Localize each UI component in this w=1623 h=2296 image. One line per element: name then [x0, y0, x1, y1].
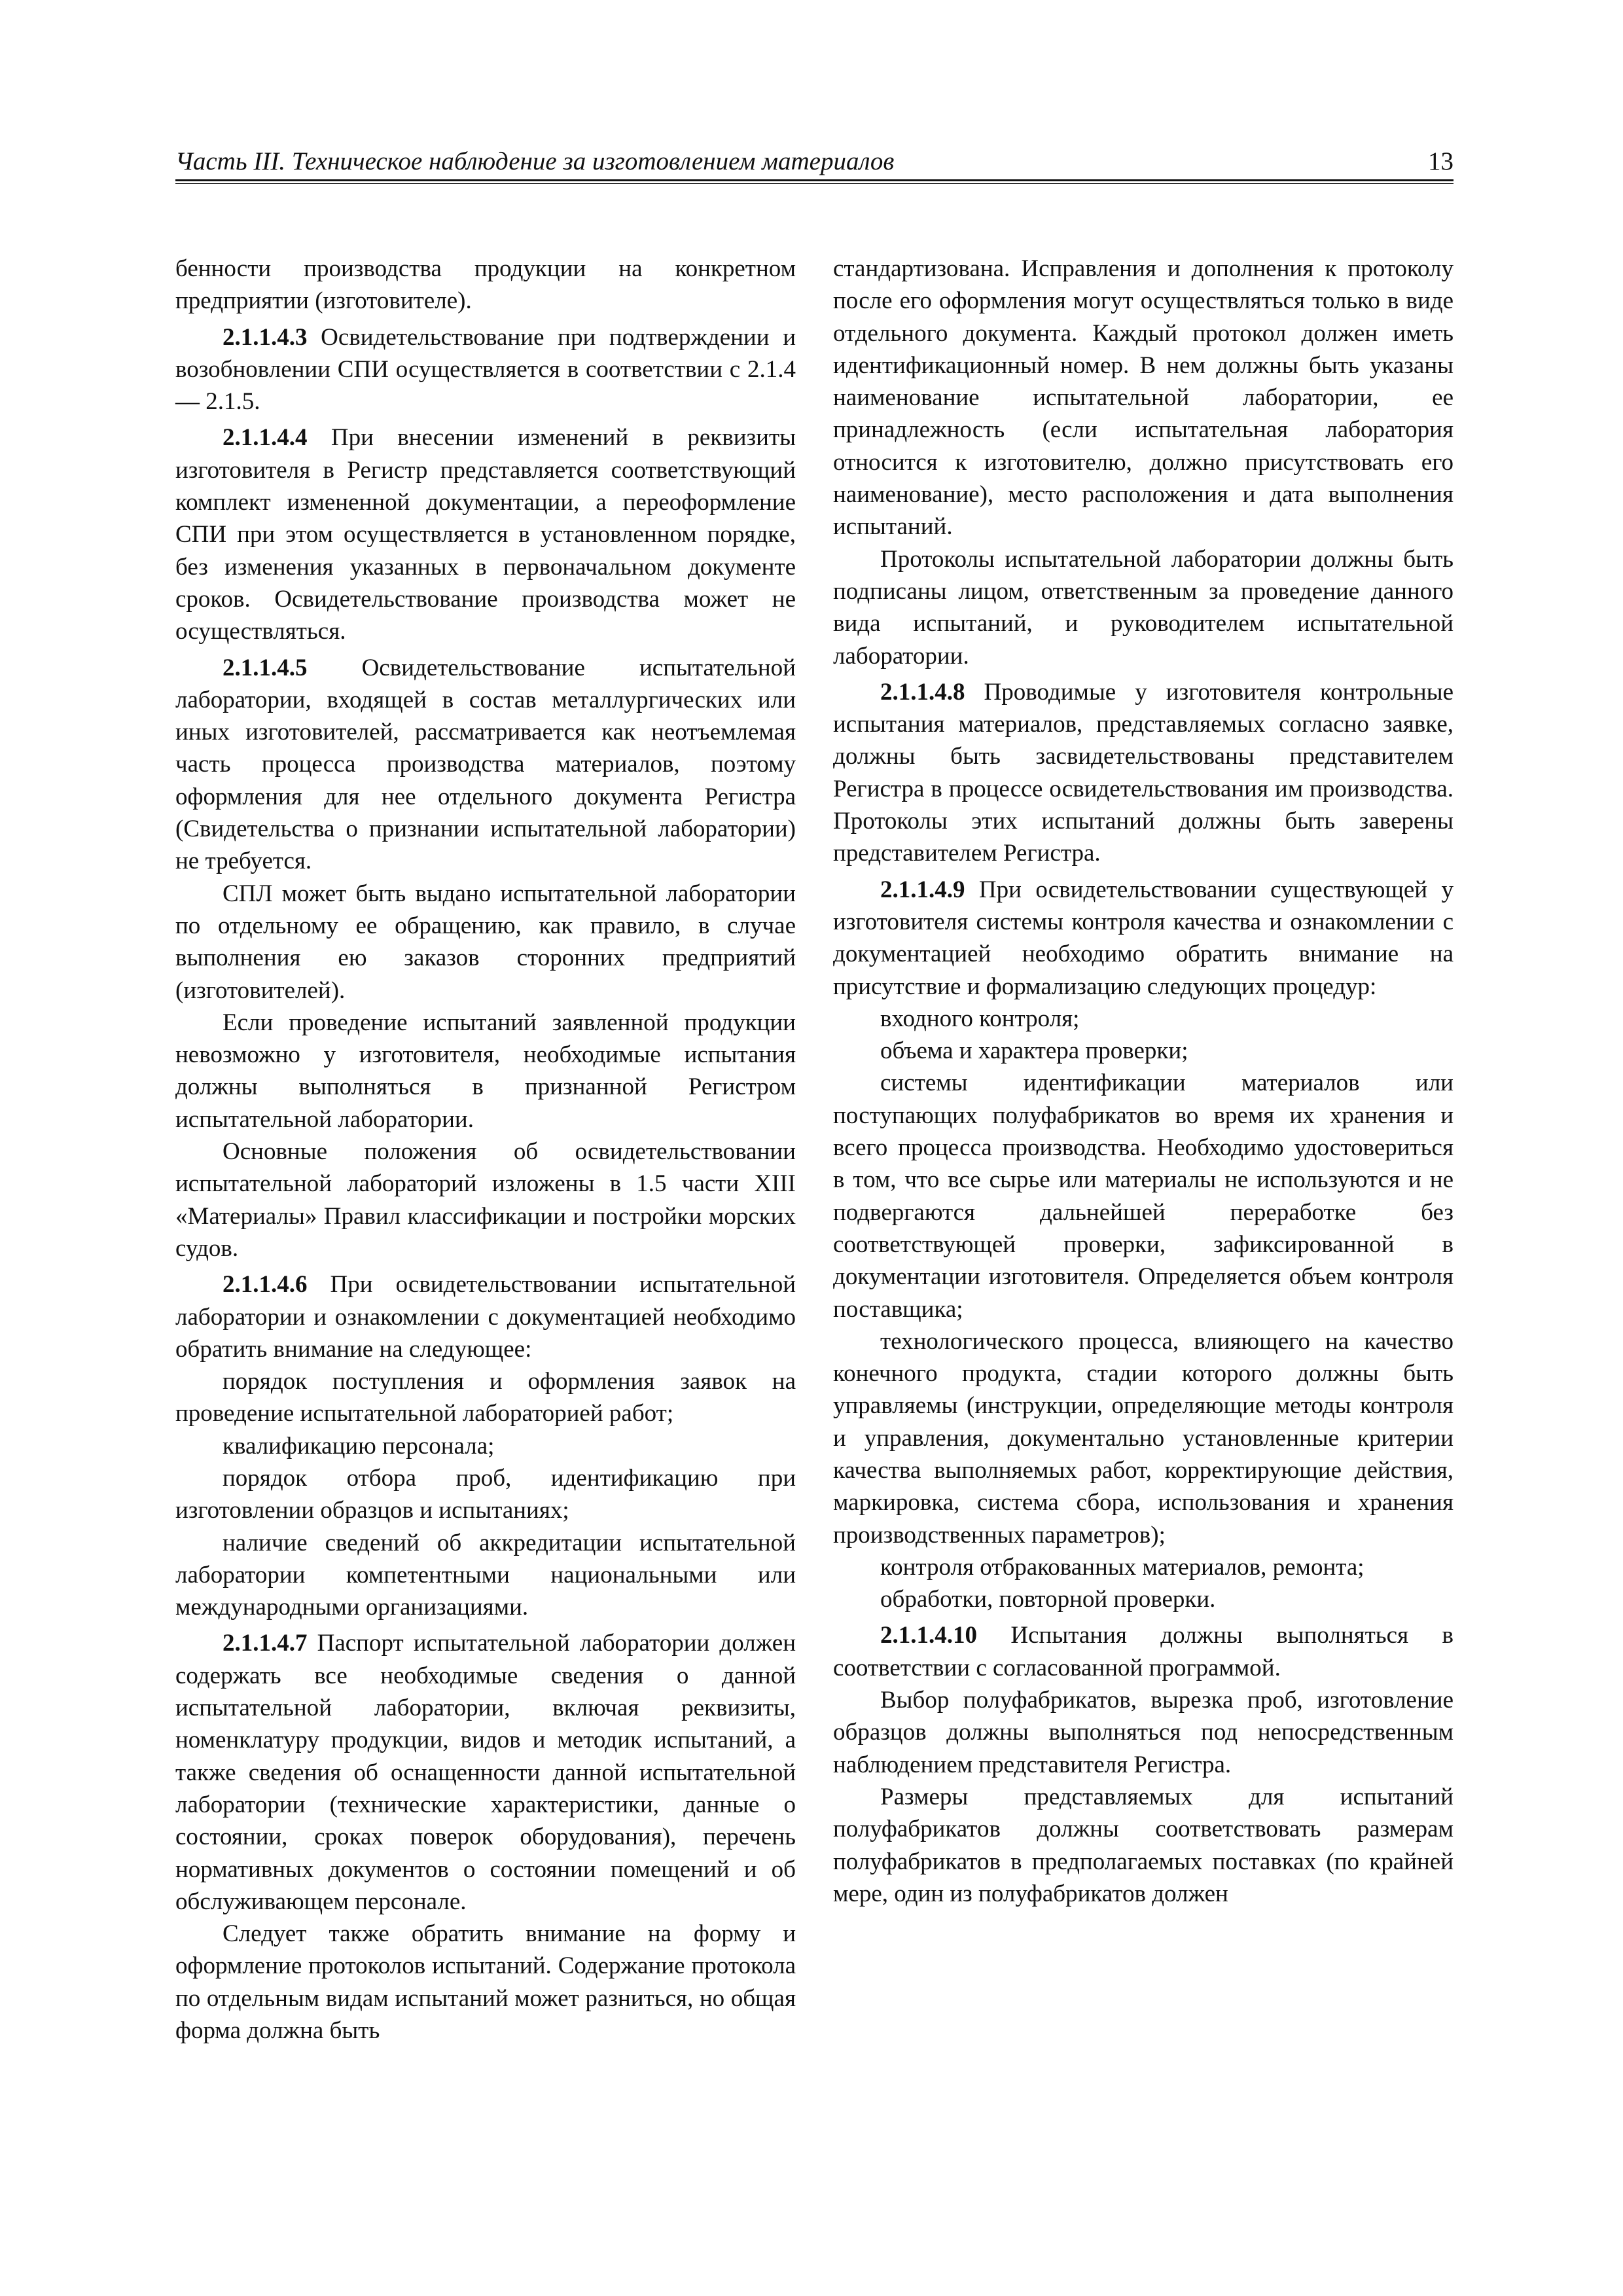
paragraph	[833, 676, 1454, 870]
paragraph	[175, 652, 796, 878]
header-title: Часть III. Техническое наблюдение за изготовлением материалов	[175, 147, 895, 175]
paragraph-text: Выбор полуфабрикатов, вырезка проб, изготовление образцов должны выполняться под непосредственным наблюдением представителя Регистра.	[833, 1687, 1454, 1778]
paragraph-text: Испытания должны выполняться в соответствии с согласованной программой.	[833, 1622, 1454, 1681]
clause-number: 2.1.1.4.8	[880, 678, 965, 706]
paragraph	[833, 1781, 1454, 1910]
paragraph	[833, 1325, 1454, 1551]
clause-number: 2.1.1.4.6	[223, 1271, 308, 1299]
paragraph	[833, 1551, 1454, 1583]
paragraph-text: При внесении изменений в реквизиты изготовителя в Регистр представляется соответствующий комплект измененной документации, а переоформление СПИ при этом осуществляется в установленном порядке, без изменения указанных в первоначальном документе сроков. Освидетельствование производства может не осуществляться.	[175, 424, 796, 645]
paragraph	[175, 1527, 796, 1624]
paragraph	[175, 1627, 796, 1918]
clause-number: 2.1.1.4.7	[223, 1630, 308, 1657]
paragraph-text: контроля отбракованных материалов, ремонта;	[880, 1553, 1364, 1581]
paragraph-text: порядок отбора проб, идентификацию при изготовлении образцов и испытаниях;	[175, 1464, 796, 1524]
paragraph-text: обработки, повторной проверки.	[880, 1586, 1216, 1613]
paragraph-text: При освидетельствовании испытательной лаборатории и ознакомлении с документацией необходимо обратить внимание на следующее:	[175, 1271, 796, 1363]
paragraph	[175, 1430, 796, 1462]
paragraph-text: Следует также обратить внимание на форму и оформление протоколов испытаний. Содержание протокола по отдельным видам испытаний может разниться, но общая форма должна быть	[175, 1920, 796, 2045]
paragraph-text: входного контроля;	[880, 1005, 1080, 1032]
paragraph-text: бенности производства продукции на конкретном предприятии (изготовителе).	[175, 255, 796, 315]
clause-number: 2.1.1.4.3	[223, 323, 308, 351]
running-header	[175, 145, 1454, 178]
paragraph	[833, 1684, 1454, 1781]
paragraph	[175, 878, 796, 1007]
paragraph-text: Если проведение испытаний заявленной продукции невозможно у изготовителя, необходимые испытания должны выполняться в признанной Регистром испытательной лаборатории.	[175, 1009, 796, 1133]
paragraph-text: Основные положения об освидетельствовании испытательной лабораторий изложены в 1.5 части XIII «Материалы» Правил классификации и постройки морских судов.	[175, 1138, 796, 1262]
paragraph	[175, 321, 796, 418]
paragraph-text: При освидетельствовании существующей у изготовителя системы контроля качества и ознакомлении с документацией необходимо обратить внимание на присутствие и формализацию следующих процедур:	[833, 876, 1454, 1000]
left-column	[175, 253, 796, 2047]
paragraph-text: квалификацию персонала;	[223, 1432, 495, 1460]
paragraph-text: Освидетельствование испытательной лаборатории, входящей в состав металлургических или иных изготовителей, рассматривается как неотъемлемая часть процесса производства материалов, поэтому оформления для нее отдельного документа Регистра (Свидетельства о признании испытательной лаборатории) не требуется.	[175, 654, 796, 875]
paragraph	[833, 543, 1454, 672]
paragraph-text: наличие сведений об аккредитации испытательной лаборатории компетентными национальными или международными организациями.	[175, 1529, 796, 1621]
paragraph-text: технологического процесса, влияющего на качество конечного продукта, стадии которого должны быть управляемы (инструкции, определяющие методы контроля и управления, документально установленные критерии качества выполняемых работ, корректирующие действия, маркировка, система сбора, использования и хранения производственных параметров);	[833, 1327, 1454, 1549]
paragraph-text: Освидетельствование при подтверждении и возобновлении СПИ осуществляется в соответствии с 2.1.4 — 2.1.5.	[175, 323, 796, 416]
paragraph-text: порядок поступления и оформления заявок на проведение испытательной лабораторией работ;	[175, 1368, 796, 1427]
header-rule	[175, 179, 1454, 184]
paragraph-text: объема и характера проверки;	[880, 1037, 1188, 1065]
paragraph-text: Проводимые у изготовителя контрольные испытания материалов, представляемых согласно заявке, должны быть засвидетельствованы представителем Регистра в процессе освидетельствования им производства. Протоколы этих испытаний должны быть заверены представителем Регистра.	[833, 678, 1454, 867]
paragraph-text: стандартизована. Исправления и дополнения к протоколу после его оформления могут осуществляться только в виде отдельного документа. Каждый протокол должен иметь идентификационный номер. В нем должны быть указаны наименование испытательной лаборатории, ее принадлежность (если испытательная лаборатория относится к изготовителю, должно присутствовать его наименование), место расположения и дата выполнения испытаний.	[833, 255, 1454, 541]
paragraph	[833, 1619, 1454, 1684]
clause-number: 2.1.1.4.5	[223, 654, 308, 681]
paragraph	[175, 253, 796, 317]
paragraph-text: Протоколы испытательной лаборатории должны быть подписаны лицом, ответственным за проведение данного вида испытаний, и руководителем испытательной лаборатории.	[833, 545, 1454, 670]
paragraph	[175, 1007, 796, 1136]
paragraph	[833, 1035, 1454, 1067]
paragraph	[175, 1462, 796, 1527]
paragraph-text: Размеры представляемых для испытаний полуфабрикатов должны соответствовать размерам полуфабрикатов в предполагаемых поставках (по крайней мере, один из полуфабрикатов должен	[833, 1783, 1454, 1907]
paragraph	[833, 253, 1454, 543]
paragraph	[833, 1067, 1454, 1325]
paragraph	[175, 1918, 796, 2047]
paragraph	[833, 1583, 1454, 1615]
paragraph-text: Паспорт испытательной лаборатории должен содержать все необходимые сведения о данной испытательной лаборатории, включая реквизиты, номенклатуру продукции, видов и методик испытаний, а также сведения об оснащенности данной испытательной лаборатории (технические характеристики, данные о состоянии, сроках поверок оборудования), перечень нормативных документов о состоянии помещений и об обслуживающем персонале.	[175, 1630, 796, 1915]
paragraph	[175, 422, 796, 647]
page-number: 13	[1428, 147, 1454, 175]
clause-number: 2.1.1.4.9	[880, 876, 965, 903]
right-column	[833, 253, 1454, 1910]
paragraph	[833, 874, 1454, 1003]
paragraph	[175, 1365, 796, 1430]
paragraph-text: системы идентификации материалов или поступающих полуфабрикатов во время их хранения и всего процесса производства. Необходимо удостовериться в том, что все сырье или материалы не используются и не подвергаются дальнейшей переработке без соответствующей проверки, зафиксированной в документации изготовителя. Определяется объем контроля поставщика;	[833, 1069, 1454, 1323]
paragraph	[175, 1268, 796, 1365]
clause-number: 2.1.1.4.4	[223, 424, 308, 452]
paragraph	[175, 1136, 796, 1265]
paragraph	[833, 1003, 1454, 1035]
clause-number: 2.1.1.4.10	[880, 1622, 977, 1649]
paragraph-text: СПЛ может быть выдано испытательной лаборатории по отдельному ее обращению, как правило, в случае выполнения ею заказов сторонних предприятий (изготовителей).	[175, 880, 796, 1004]
